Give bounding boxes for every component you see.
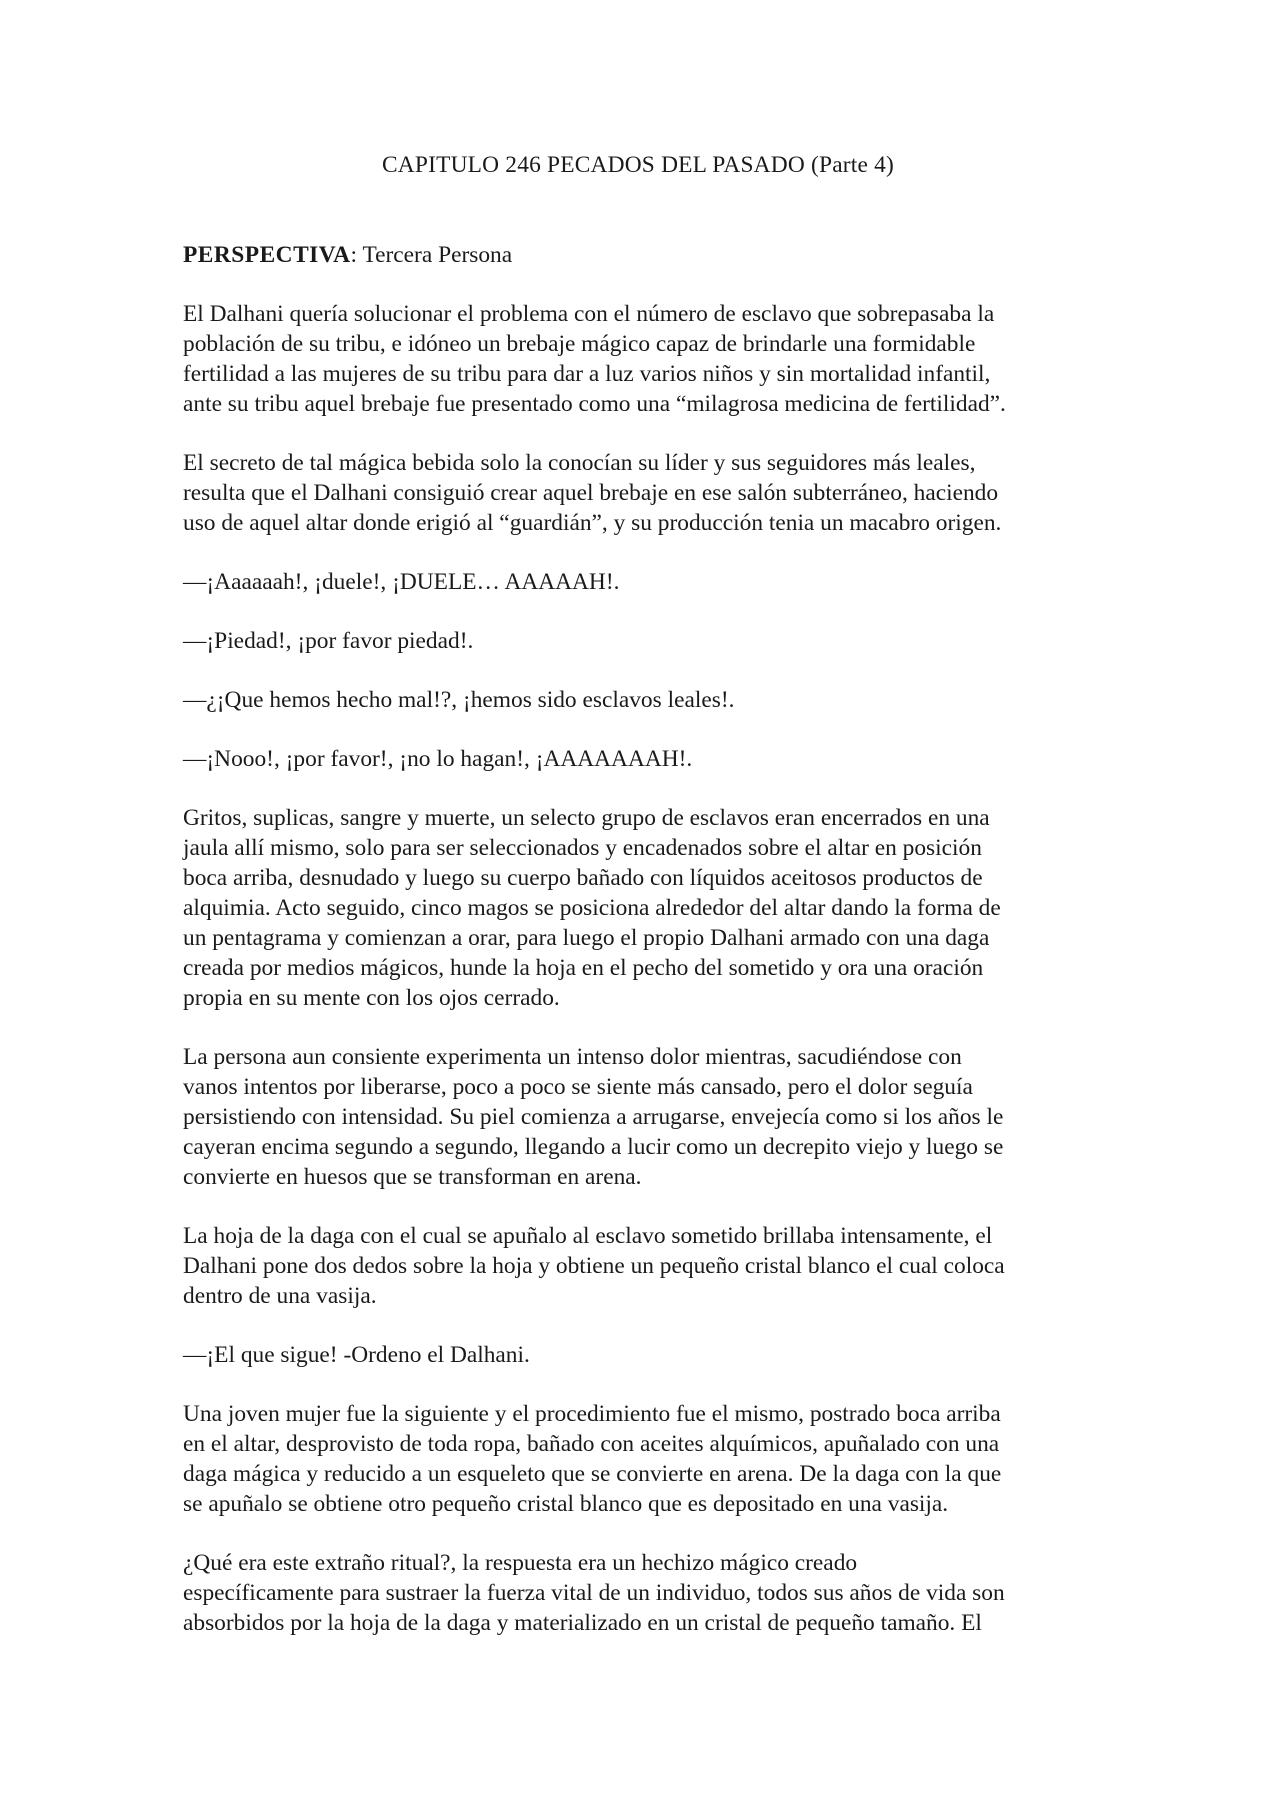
- paragraph-line: absorbidos por la hoja de la daga y materializado en un cristal de pequeño tamaño. El: [183, 1610, 982, 1636]
- perspective-value: : Tercera Persona: [350, 242, 513, 268]
- paragraph-line: ¿Qué era este extraño ritual?, la respuesta era un hechizo mágico creado: [183, 1550, 858, 1576]
- paragraph-line: El secreto de tal mágica bebida solo la conocían su líder y sus seguidores más leales,: [183, 450, 976, 476]
- paragraph-1: [183, 299, 1093, 419]
- paragraph-line: La hoja de la daga con el cual se apuñalo al esclavo sometido brillaba intensamente, el: [183, 1223, 993, 1249]
- paragraph-line: Gritos, suplicas, sangre y muerte, un selecto grupo de esclavos eran encerrados en una: [183, 805, 990, 831]
- paragraph-line: Una joven mujer fue la siguiente y el procedimiento fue el mismo, postrado boca arriba: [183, 1401, 1001, 1427]
- paragraph-7: [183, 1548, 1093, 1638]
- paragraph-line: creada por medios mágicos, hunde la hoja en el pecho del sometido y ora una oración: [183, 955, 984, 981]
- paragraph-line: cayeran encima segundo a segundo, llegando a lucir como un decrepito viejo y luego se: [183, 1134, 1004, 1160]
- paragraph-line: ante su tribu aquel brebaje fue presentado como una “milagrosa medicina de fertilidad”.: [183, 391, 1006, 417]
- paragraph-line: La persona aun consiente experimenta un intenso dolor mientras, sacudiéndose con: [183, 1044, 962, 1070]
- paragraph-line: vanos intentos por liberarse, poco a poco se siente más cansado, pero el dolor seguía: [183, 1074, 973, 1100]
- paragraph-2: [183, 448, 1093, 538]
- dialogue-line-3: —¿¡Que hemos hecho mal!?, ¡hemos sido esclavos leales!.: [183, 687, 735, 713]
- perspective-label: PERSPECTIVA: [183, 242, 351, 268]
- paragraph-line: propia en su mente con los ojos cerrado.: [183, 985, 560, 1011]
- paragraph-line: El Dalhani quería solucionar el problema con el número de esclavo que sobrepasaba la: [183, 301, 995, 327]
- paragraph-line: población de su tribu, e idóneo un brebaje mágico capaz de brindarle una formidable: [183, 331, 976, 357]
- dialogue-line-4: —¡Nooo!, ¡por favor!, ¡no lo hagan!, ¡AAAAAAAH!.: [183, 746, 693, 772]
- paragraph-4: [183, 1042, 1093, 1192]
- paragraph-line: daga mágica y reducido a un esqueleto que se convierte en arena. De la daga con la que: [183, 1461, 1002, 1487]
- perspective-line: [183, 240, 1093, 270]
- paragraph-3: [183, 803, 1093, 1013]
- dialogue-line-2: —¡Piedad!, ¡por favor piedad!.: [183, 628, 474, 654]
- paragraph-5: [183, 1221, 1093, 1311]
- paragraph-line: boca arriba, desnudado y luego su cuerpo bañado con líquidos aceitosos productos de: [183, 865, 983, 891]
- chapter-title: CAPITULO 246 PECADOS DEL PASADO (Parte 4): [382, 152, 894, 178]
- paragraph-line: jaula allí mismo, solo para ser seleccionados y encadenados sobre el altar en posición: [183, 835, 982, 861]
- paragraph-line: Dalhani pone dos dedos sobre la hoja y obtiene un pequeño cristal blanco el cual coloca: [183, 1253, 1005, 1279]
- paragraph-line: resulta que el Dalhani consiguió crear aquel brebaje en ese salón subterráneo, haciendo: [183, 480, 999, 506]
- paragraph-line: en el altar, desprovisto de toda ropa, bañado con aceites alquímicos, apuñalado con una: [183, 1431, 1000, 1457]
- dialogue-line-1: —¡Aaaaaah!, ¡duele!, ¡DUELE… AAAAAH!.: [183, 569, 620, 595]
- paragraph-line: uso de aquel altar donde erigió al “guardián”, y su producción tenia un macabro origen.: [183, 510, 1002, 536]
- paragraph-line: alquimia. Acto seguido, cinco magos se posiciona alrededor del altar dando la forma de: [183, 895, 1001, 921]
- paragraph-line: convierte en huesos que se transforman en arena.: [183, 1164, 642, 1190]
- paragraph-line: específicamente para sustraer la fuerza vital de un individuo, todos sus años de vida son: [183, 1580, 1005, 1606]
- paragraph-line: dentro de una vasija.: [183, 1283, 377, 1309]
- dialogue-line-5: —¡El que sigue! -Ordeno el Dalhani.: [183, 1342, 530, 1368]
- document-body: [183, 150, 1093, 1667]
- paragraph-line: un pentagrama y comienzan a orar, para luego el propio Dalhani armado con una daga: [183, 925, 990, 951]
- paragraph-line: persistiendo con intensidad. Su piel comienza a arrugarse, envejecía como si los años le: [183, 1104, 1004, 1130]
- paragraph-line: se apuñalo se obtiene otro pequeño cristal blanco que es depositado en una vasija.: [183, 1491, 949, 1517]
- paragraph-6: [183, 1399, 1093, 1519]
- paragraph-line: fertilidad a las mujeres de su tribu para dar a luz varios niños y sin mortalidad infantil,: [183, 361, 991, 387]
